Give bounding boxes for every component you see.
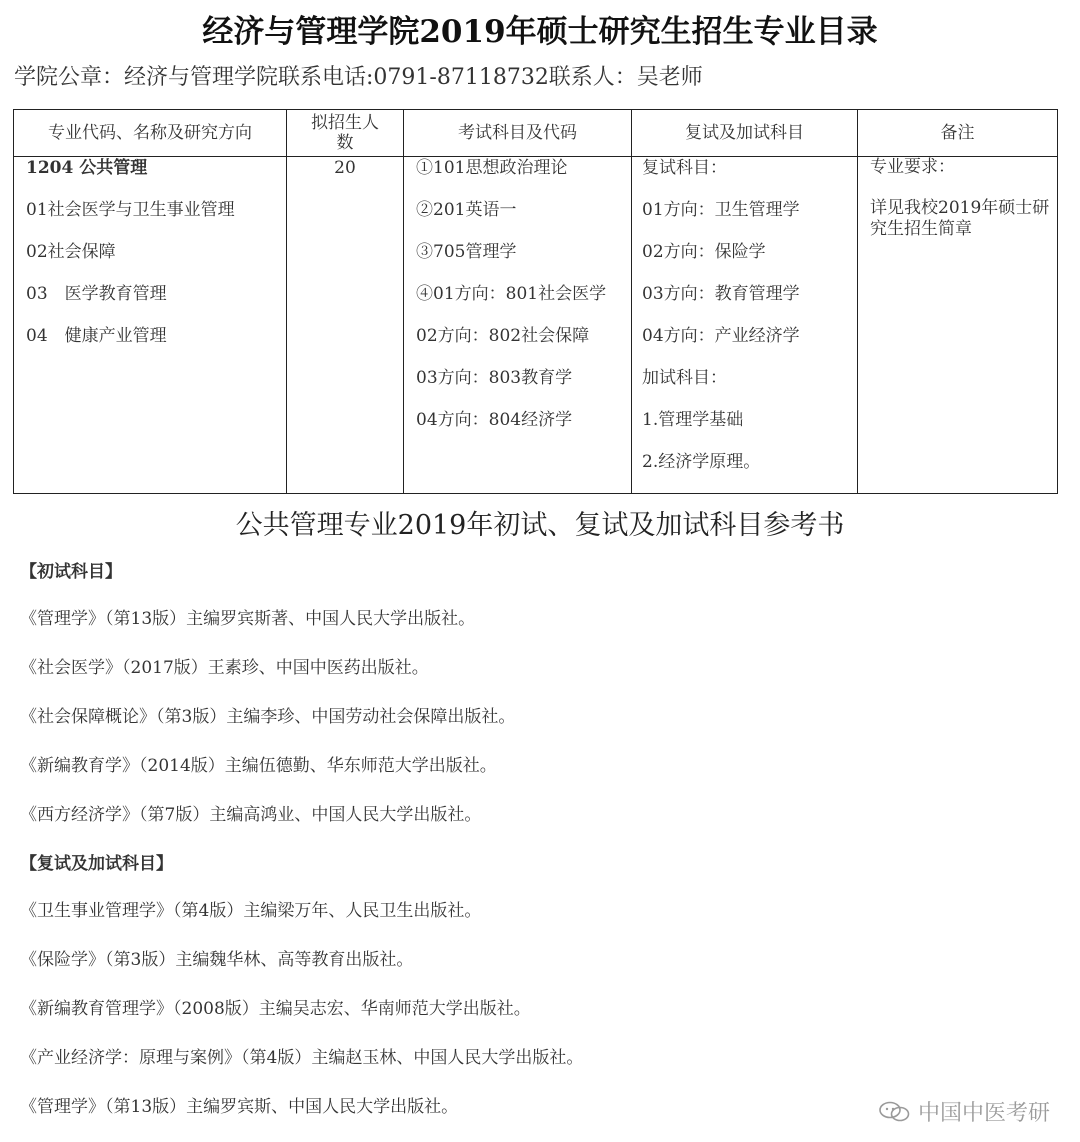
reference-item: 《社会保障概论》（第3版）主编李珍、中国劳动社会保障出版社。 (20, 707, 516, 727)
header-remarks: 备注 (858, 110, 1058, 157)
enrollment-table (13, 109, 1058, 494)
direction-item: 02社会保障 (26, 242, 116, 262)
header-exam-subjects: 考试科目及代码 (404, 110, 632, 157)
header-retest-subjects: 复试及加试科目 (632, 110, 858, 157)
retest-cell (632, 157, 858, 494)
reference-item: 《西方经济学》（第7版）主编高鸿业、中国人民大学出版社。 (20, 805, 482, 825)
header-major: 专业代码、名称及研究方向 (14, 110, 287, 157)
exam-item: 04方向：804经济学 (416, 410, 573, 430)
header-quota: 拟招生人数 (287, 110, 404, 157)
references-list (20, 558, 1060, 1142)
retest-item: 03方向：教育管理学 (642, 284, 800, 304)
wechat-icon (878, 1101, 912, 1123)
retest-item: 02方向：保险学 (642, 242, 766, 262)
remark-item: 专业要求： (870, 157, 955, 177)
major-cell (14, 157, 287, 494)
reference-item: 《卫生事业管理学》（第4版）主编梁万年、人民卫生出版社。 (20, 901, 482, 921)
major-code: 1204 公共管理 (26, 158, 148, 178)
quota-value: 20 (334, 158, 356, 178)
watermark (878, 1096, 1050, 1127)
page-title: 经济与管理学院2019年硕士研究生招生专业目录 (202, 14, 878, 50)
reference-item: 《保险学》（第3版）主编魏华林、高等教育出版社。 (20, 950, 414, 970)
exam-item: ①101思想政治理论 (416, 158, 568, 178)
exam-item: ④01方向：801社会医学 (416, 284, 607, 304)
table-row (14, 157, 1058, 494)
remarks-cell (858, 157, 1058, 494)
remark-item: 详见我校2019年硕士研究生招生简章 (870, 198, 1050, 239)
reference-item: 《社会医学》（2017版）王素珍、中国中医药出版社。 (20, 658, 429, 678)
contact-line: 学院公章：经济与管理学院联系电话:0791-87118732联系人：吴老师 (14, 65, 703, 90)
initial-heading: 【初试科目】 (20, 562, 122, 582)
reference-item: 《管理学》（第13版）主编罗宾斯著、中国人民大学出版社。 (20, 609, 476, 629)
retest-heading: 【复试及加试科目】 (20, 854, 173, 874)
retest-item: 01方向：卫生管理学 (642, 200, 800, 220)
retest-item: 2.经济学原理。 (642, 452, 761, 472)
exam-item: 02方向：802社会保障 (416, 326, 590, 346)
direction-item: 04 健康产业管理 (26, 326, 167, 346)
retest-item: 加试科目： (642, 368, 727, 388)
reference-item: 《新编教育管理学》（2008版）主编吴志宏、华南师范大学出版社。 (20, 999, 531, 1019)
exam-item: 03方向：803教育学 (416, 368, 573, 388)
reference-item: 《新编教育学》（2014版）主编伍德勤、华东师范大学出版社。 (20, 756, 497, 776)
direction-item: 03 医学教育管理 (26, 284, 167, 304)
exam-item: ②201英语一 (416, 200, 517, 220)
quota-cell (287, 157, 404, 494)
exam-cell (404, 157, 632, 494)
references-title: 公共管理专业2019年初试、复试及加试科目参考书 (235, 510, 845, 541)
retest-item: 复试科目： (642, 158, 727, 178)
reference-item: 《管理学》（第13版）主编罗宾斯、中国人民大学出版社。 (20, 1097, 459, 1117)
retest-item: 1.管理学基础 (642, 410, 744, 430)
direction-item: 01社会医学与卫生事业管理 (26, 200, 235, 220)
exam-item: ③705管理学 (416, 242, 517, 262)
table-header-row (14, 110, 1058, 157)
retest-item: 04方向：产业经济学 (642, 326, 800, 346)
reference-item: 《产业经济学：原理与案例》（第4版）主编赵玉林、中国人民大学出版社。 (20, 1048, 584, 1068)
watermark-text: 中国中医考研 (917, 1101, 1050, 1126)
